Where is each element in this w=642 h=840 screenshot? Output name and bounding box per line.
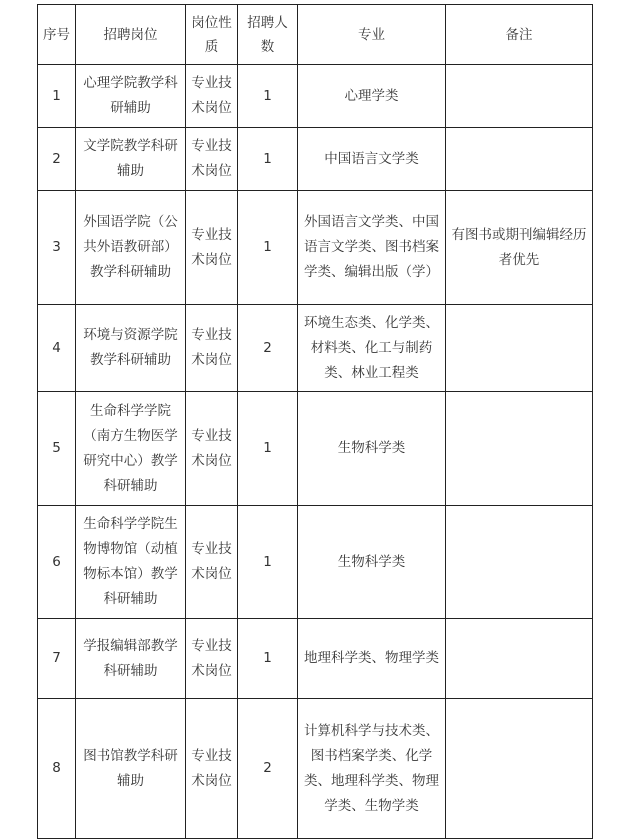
table-row [38,699,593,839]
cell-position: 文学院教学科研辅助 [76,128,186,191]
header-position: 招聘岗位 [76,5,186,65]
cell-major: 环境生态类、化学类、材料类、化工与制药类、林业工程类 [298,305,446,392]
cell-no: 4 [38,305,76,392]
recruitment-table [37,4,593,839]
cell-major: 计算机科学与技术类、图书档案学类、化学类、地理科学类、物理学类、生物学类 [298,699,446,839]
header-note: 备注 [446,5,593,65]
cell-position: 学报编辑部教学科研辅助 [76,619,186,699]
cell-count: 1 [238,65,298,128]
cell-nature: 专业技术岗位 [186,65,238,128]
cell-note [446,699,593,839]
table-row [38,392,593,506]
cell-nature: 专业技术岗位 [186,506,238,619]
cell-note [446,506,593,619]
table-row [38,191,593,305]
cell-count: 2 [238,305,298,392]
cell-nature: 专业技术岗位 [186,699,238,839]
cell-major: 心理学类 [298,65,446,128]
table-row [38,619,593,699]
cell-no: 5 [38,392,76,506]
cell-position: 心理学院教学科研辅助 [76,65,186,128]
cell-note [446,305,593,392]
table-row [38,305,593,392]
cell-count: 1 [238,128,298,191]
cell-nature: 专业技术岗位 [186,619,238,699]
cell-note: 有图书或期刊编辑经历者优先 [446,191,593,305]
cell-position: 生命科学学院（南方生物医学研究中心）教学科研辅助 [76,392,186,506]
cell-no: 2 [38,128,76,191]
table-row [38,65,593,128]
cell-major: 生物科学类 [298,392,446,506]
cell-note [446,128,593,191]
cell-no: 7 [38,619,76,699]
cell-major: 外国语言文学类、中国语言文学类、图书档案学类、编辑出版（学） [298,191,446,305]
header-nature: 岗位性质 [186,5,238,65]
cell-no: 8 [38,699,76,839]
header-count: 招聘人数 [238,5,298,65]
cell-position: 图书馆教学科研辅助 [76,699,186,839]
cell-count: 1 [238,191,298,305]
cell-note [446,619,593,699]
cell-major: 生物科学类 [298,506,446,619]
cell-position: 环境与资源学院教学科研辅助 [76,305,186,392]
cell-note [446,392,593,506]
header-major: 专业 [298,5,446,65]
cell-nature: 专业技术岗位 [186,191,238,305]
cell-major: 中国语言文学类 [298,128,446,191]
table-header-row [38,5,593,65]
cell-no: 6 [38,506,76,619]
cell-no: 3 [38,191,76,305]
table-row [38,506,593,619]
cell-count: 1 [238,506,298,619]
recruitment-table-container [37,4,593,839]
cell-count: 1 [238,619,298,699]
cell-position: 外国语学院（公共外语教研部）教学科研辅助 [76,191,186,305]
header-no: 序号 [38,5,76,65]
cell-count: 2 [238,699,298,839]
table-row [38,128,593,191]
cell-count: 1 [238,392,298,506]
cell-no: 1 [38,65,76,128]
cell-nature: 专业技术岗位 [186,392,238,506]
cell-note [446,65,593,128]
cell-position: 生命科学学院生物博物馆（动植物标本馆）教学科研辅助 [76,506,186,619]
cell-major: 地理科学类、物理学类 [298,619,446,699]
cell-nature: 专业技术岗位 [186,305,238,392]
cell-nature: 专业技术岗位 [186,128,238,191]
